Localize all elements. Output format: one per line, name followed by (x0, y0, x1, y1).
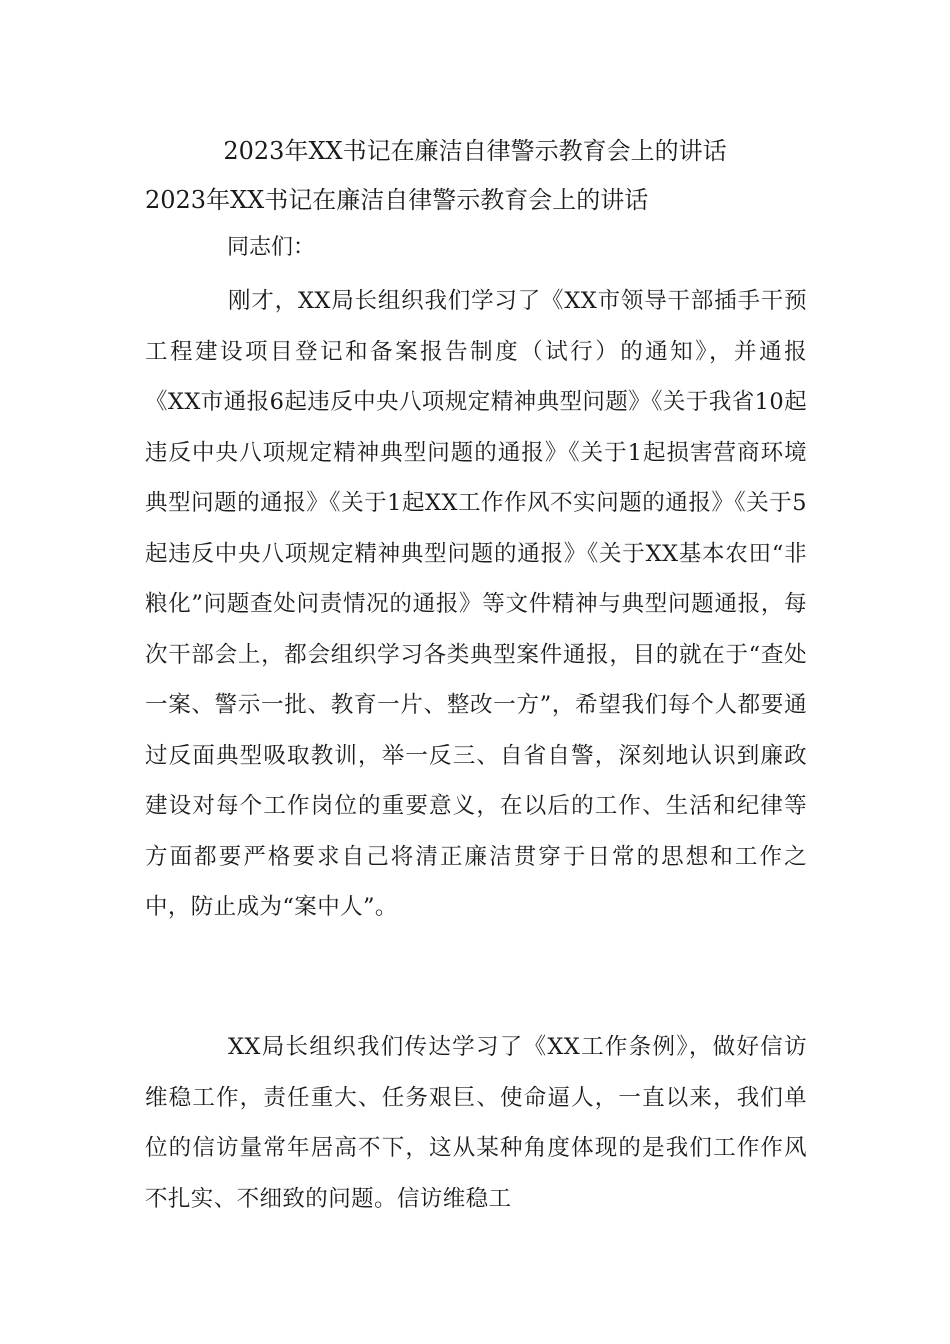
body-paragraph-2: XX局长组织我们传达学习了《XX工作条例》，做好信访维稳工作，责任重大、任务艰巨、使命逼人，一直以来，我们单位的信访量常年居高不下，这从某种角度体现的是我们工作作风不扎实、不细致的问题。信访维稳工 (145, 1034, 807, 1212)
body-paragraph-1: 刚才，XX局长组织我们学习了《XX市领导干部插手干预工程建设项目登记和备案报告制度（试行）的通知》，并通报《XX市通报6起违反中央八项规定精神典型问题》《关于我省10起违反中央八项规定精神典型问题的通报》《关于1起损害营商环境典型问题的通报》《关于1起XX工作作风不实问题的通报》《关于5起违反中央八项规定精神典型问题的通报》《关于XX基本农田“非粮化”问题查处问责情况的通报》等文件精神与典型问题通报，每次干部会上，都会组织学习各类典型案件通报，目的就在于“查处一案、警示一批、教育一片、整改一方”，希望我们每个人都要通过反面典型吸取教训，举一反三、自省自警，深刻地认识到廉政建设对每个工作岗位的重要意义，在以后的工作、生活和纪律等方面都要严格要求自己将清正廉洁贯穿于日常的思想和工作之中，防止成为“案中人”。 (145, 288, 807, 920)
salutation: 同志们： (227, 235, 316, 260)
document-title-repeat: 2023年XX书记在廉洁自律警示教育会上的讲话 (145, 186, 649, 214)
document-title: 2023年XX书记在廉洁自律警示教育会上的讲话 (223, 137, 727, 165)
